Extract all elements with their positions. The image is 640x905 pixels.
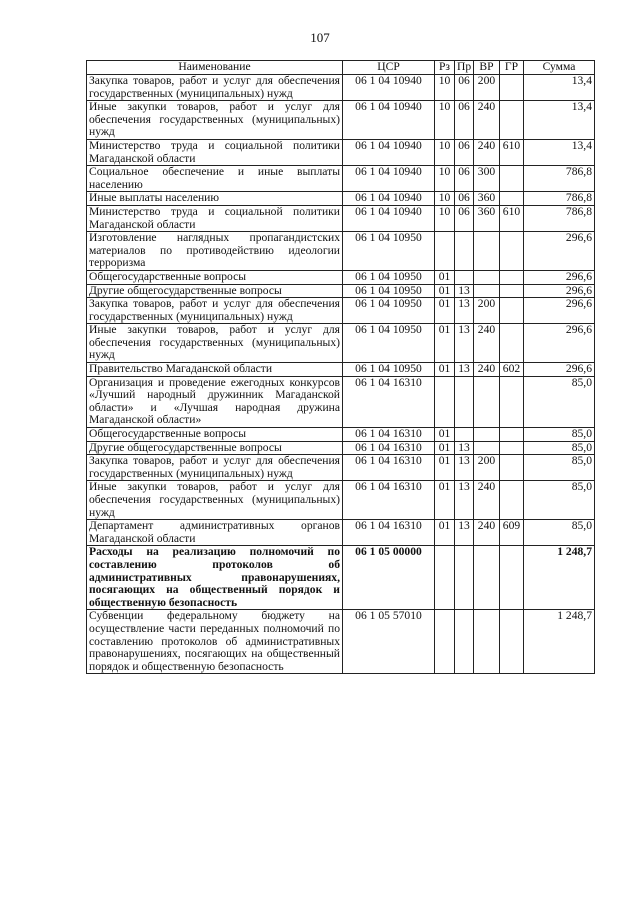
cell-rz: 01 (435, 298, 455, 324)
cell-name: Иные выплаты населению (87, 192, 343, 206)
budget-table (86, 60, 595, 674)
cell-sum: 1 248,7 (524, 546, 595, 610)
cell-rz: 01 (435, 481, 455, 520)
cell-pr: 13 (455, 520, 474, 546)
cell-gr (500, 270, 524, 284)
cell-csr: 06 1 04 10950 (343, 270, 435, 284)
cell-name: Субвенции федеральному бюджету на осуществление части переданных полномочий по составлению протоколов об административных правонарушениях, посягающих на общественный порядок и общественную безопасность (87, 610, 343, 674)
cell-pr: 13 (455, 284, 474, 298)
cell-sum: 85,0 (524, 441, 595, 455)
cell-gr (500, 441, 524, 455)
cell-vr: 200 (474, 455, 500, 481)
cell-vr: 200 (474, 75, 500, 101)
cell-pr: 13 (455, 363, 474, 377)
cell-gr: 610 (500, 205, 524, 231)
cell-csr: 06 1 04 16310 (343, 520, 435, 546)
cell-sum: 296,6 (524, 270, 595, 284)
cell-sum: 1 248,7 (524, 610, 595, 674)
table-row (87, 232, 595, 271)
cell-gr: 609 (500, 520, 524, 546)
cell-rz: 10 (435, 205, 455, 231)
cell-name: Иные закупки товаров, работ и услуг для обеспечения государственных (муниципальных) нужд (87, 324, 343, 363)
cell-csr: 06 1 04 10950 (343, 324, 435, 363)
header-rz: Рз (435, 61, 455, 75)
cell-sum: 13,4 (524, 101, 595, 140)
cell-vr: 360 (474, 205, 500, 231)
cell-gr: 610 (500, 139, 524, 165)
cell-name: Расходы на реализацию полномочий по составлению протоколов об административных правонарушениях, посягающих на общественный порядок и общественную безопасность (87, 546, 343, 610)
cell-sum: 296,6 (524, 232, 595, 271)
cell-vr: 200 (474, 298, 500, 324)
cell-csr: 06 1 05 57010 (343, 610, 435, 674)
table-row (87, 284, 595, 298)
cell-pr (455, 232, 474, 271)
cell-gr (500, 232, 524, 271)
table-row (87, 324, 595, 363)
cell-rz: 10 (435, 75, 455, 101)
cell-csr: 06 1 04 10940 (343, 205, 435, 231)
cell-vr: 360 (474, 192, 500, 206)
cell-pr: 13 (455, 298, 474, 324)
cell-pr: 13 (455, 324, 474, 363)
cell-gr (500, 546, 524, 610)
header-csr: ЦСР (343, 61, 435, 75)
cell-gr (500, 298, 524, 324)
cell-sum: 786,8 (524, 192, 595, 206)
cell-sum: 786,8 (524, 166, 595, 192)
cell-csr: 06 1 05 00000 (343, 546, 435, 610)
header-vr: ВР (474, 61, 500, 75)
cell-name: Правительство Магаданской области (87, 363, 343, 377)
cell-vr: 240 (474, 324, 500, 363)
cell-sum: 85,0 (524, 428, 595, 442)
header-name: Наименование (87, 61, 343, 75)
cell-rz: 01 (435, 284, 455, 298)
cell-pr: 06 (455, 205, 474, 231)
cell-csr: 06 1 04 16310 (343, 428, 435, 442)
cell-name: Департамент административных органов Магаданской области (87, 520, 343, 546)
cell-rz: 01 (435, 363, 455, 377)
cell-gr (500, 324, 524, 363)
cell-name: Изготовление наглядных пропагандистских материалов по противодействию идеологии терроризма (87, 232, 343, 271)
cell-csr: 06 1 04 10950 (343, 232, 435, 271)
cell-name: Другие общегосударственные вопросы (87, 284, 343, 298)
cell-pr (455, 376, 474, 427)
cell-csr: 06 1 04 16310 (343, 455, 435, 481)
cell-vr (474, 270, 500, 284)
cell-vr: 300 (474, 166, 500, 192)
cell-vr (474, 232, 500, 271)
cell-sum: 296,6 (524, 324, 595, 363)
cell-name: Закупка товаров, работ и услуг для обеспечения государственных (муниципальных) нужд (87, 298, 343, 324)
table-row (87, 75, 595, 101)
cell-gr (500, 101, 524, 140)
table-row (87, 481, 595, 520)
cell-vr (474, 546, 500, 610)
cell-gr (500, 75, 524, 101)
cell-gr (500, 166, 524, 192)
cell-gr: 602 (500, 363, 524, 377)
table-row (87, 455, 595, 481)
cell-name: Иные закупки товаров, работ и услуг для обеспечения государственных (муниципальных) нужд (87, 101, 343, 140)
cell-sum: 786,8 (524, 205, 595, 231)
cell-rz: 10 (435, 192, 455, 206)
cell-sum: 85,0 (524, 376, 595, 427)
cell-rz: 01 (435, 324, 455, 363)
cell-csr: 06 1 04 10940 (343, 101, 435, 140)
cell-rz (435, 376, 455, 427)
cell-vr (474, 610, 500, 674)
cell-rz (435, 546, 455, 610)
cell-gr (500, 192, 524, 206)
table-row (87, 166, 595, 192)
cell-pr: 06 (455, 166, 474, 192)
cell-csr: 06 1 04 16310 (343, 376, 435, 427)
cell-csr: 06 1 04 10950 (343, 284, 435, 298)
cell-name: Закупка товаров, работ и услуг для обеспечения государственных (муниципальных) нужд (87, 455, 343, 481)
cell-pr: 06 (455, 139, 474, 165)
cell-gr (500, 610, 524, 674)
table-row (87, 546, 595, 610)
cell-name: Организация и проведение ежегодных конкурсов «Лучший народный дружинник Магаданской области» и «Лучшая народная дружина Магаданской области» (87, 376, 343, 427)
table-row (87, 270, 595, 284)
cell-csr: 06 1 04 10940 (343, 139, 435, 165)
cell-gr (500, 376, 524, 427)
cell-rz: 10 (435, 139, 455, 165)
cell-rz: 01 (435, 455, 455, 481)
cell-sum: 296,6 (524, 298, 595, 324)
cell-csr: 06 1 04 10950 (343, 298, 435, 324)
cell-vr: 240 (474, 520, 500, 546)
cell-pr: 06 (455, 101, 474, 140)
cell-sum: 85,0 (524, 520, 595, 546)
cell-rz: 01 (435, 441, 455, 455)
cell-rz: 10 (435, 101, 455, 140)
cell-rz: 10 (435, 166, 455, 192)
cell-sum: 85,0 (524, 481, 595, 520)
cell-sum: 13,4 (524, 139, 595, 165)
cell-sum: 296,6 (524, 363, 595, 377)
table-row (87, 139, 595, 165)
cell-vr (474, 428, 500, 442)
cell-pr: 13 (455, 481, 474, 520)
cell-rz (435, 610, 455, 674)
table-row (87, 363, 595, 377)
cell-vr: 240 (474, 481, 500, 520)
cell-pr: 13 (455, 455, 474, 481)
cell-csr: 06 1 04 10940 (343, 192, 435, 206)
cell-name: Закупка товаров, работ и услуг для обеспечения государственных (муниципальных) нужд (87, 75, 343, 101)
cell-csr: 06 1 04 16310 (343, 441, 435, 455)
cell-gr (500, 284, 524, 298)
table-row (87, 192, 595, 206)
table-row (87, 298, 595, 324)
cell-name: Иные закупки товаров, работ и услуг для обеспечения государственных (муниципальных) нужд (87, 481, 343, 520)
cell-pr: 06 (455, 192, 474, 206)
cell-pr (455, 546, 474, 610)
cell-name: Другие общегосударственные вопросы (87, 441, 343, 455)
cell-pr (455, 428, 474, 442)
cell-csr: 06 1 04 10940 (343, 75, 435, 101)
page-number: 107 (310, 30, 330, 45)
cell-name: Общегосударственные вопросы (87, 270, 343, 284)
cell-sum: 13,4 (524, 75, 595, 101)
table-row (87, 205, 595, 231)
cell-rz: 01 (435, 428, 455, 442)
cell-pr (455, 270, 474, 284)
header-pr: Пр (455, 61, 474, 75)
table-row (87, 441, 595, 455)
cell-sum: 85,0 (524, 455, 595, 481)
cell-name: Общегосударственные вопросы (87, 428, 343, 442)
cell-pr: 13 (455, 441, 474, 455)
cell-csr: 06 1 04 10940 (343, 166, 435, 192)
header-gr: ГР (500, 61, 524, 75)
cell-vr (474, 284, 500, 298)
table-row (87, 428, 595, 442)
cell-gr (500, 428, 524, 442)
cell-name: Социальное обеспечение и иные выплаты населению (87, 166, 343, 192)
header-sum: Сумма (524, 61, 595, 75)
table-row (87, 520, 595, 546)
cell-sum: 296,6 (524, 284, 595, 298)
cell-name: Министерство труда и социальной политики Магаданской области (87, 139, 343, 165)
cell-csr: 06 1 04 10950 (343, 363, 435, 377)
cell-pr (455, 610, 474, 674)
cell-csr: 06 1 04 16310 (343, 481, 435, 520)
table-header-row (87, 61, 595, 75)
table-row (87, 376, 595, 427)
table-row (87, 101, 595, 140)
cell-vr: 240 (474, 139, 500, 165)
cell-gr (500, 481, 524, 520)
cell-vr: 240 (474, 363, 500, 377)
cell-name: Министерство труда и социальной политики Магаданской области (87, 205, 343, 231)
cell-gr (500, 455, 524, 481)
cell-vr: 240 (474, 101, 500, 140)
cell-pr: 06 (455, 75, 474, 101)
cell-rz (435, 232, 455, 271)
cell-rz: 01 (435, 520, 455, 546)
cell-rz: 01 (435, 270, 455, 284)
table-row (87, 610, 595, 674)
cell-vr (474, 441, 500, 455)
cell-vr (474, 376, 500, 427)
